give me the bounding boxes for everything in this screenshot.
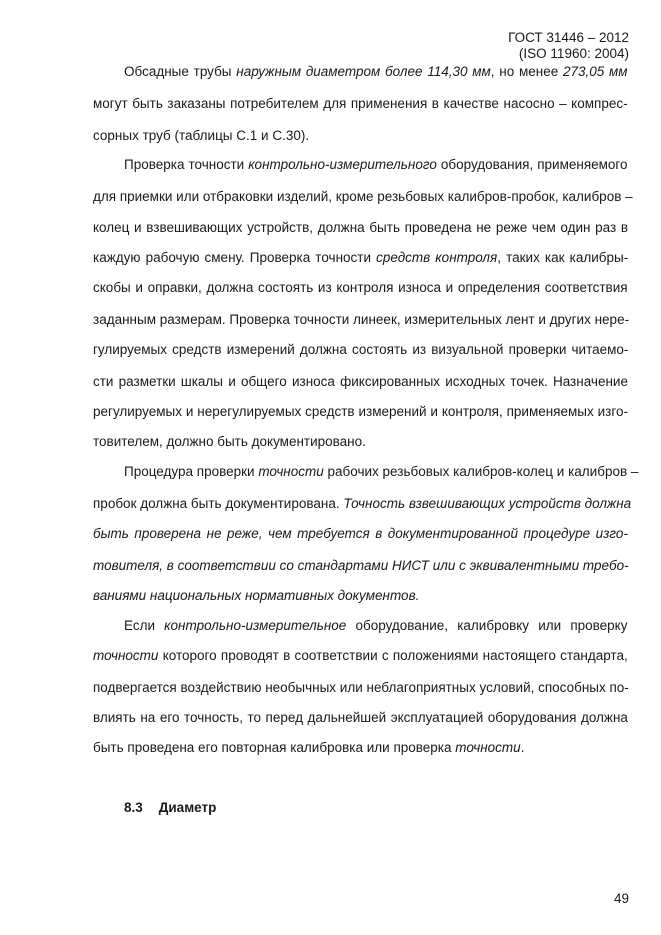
italic-text: товителя, в соответствии со стандартами НИСТ или с эквивалентными требо- — [93, 558, 629, 573]
text-line — [93, 558, 629, 574]
text-line — [93, 680, 629, 696]
text-segment: пробок должна быть документирована. — [93, 496, 344, 511]
text-segment: для приемки или отбраковки изделий, кроме резьбовых калибров-пробок, калибров – — [93, 189, 633, 204]
italic-text: точности — [93, 648, 159, 663]
text-segment: колец и взвешивающих устройств, должна быть проведена не реже чем один раз в — [93, 220, 629, 235]
document-header — [508, 30, 629, 62]
text-segment: регулируемых и нерегулируемых средств измерений и контроля, применяемых изго- — [93, 404, 628, 419]
text-segment: каждую рабочую смену. Проверка точности — [93, 250, 377, 265]
section-heading — [124, 800, 216, 815]
text-line — [124, 64, 628, 80]
text-line — [93, 588, 419, 604]
text-segment: . — [520, 740, 525, 755]
text-line — [93, 740, 524, 756]
text-segment: Проверка точности — [124, 157, 249, 172]
text-segment: товителем, должно быть документировано. — [93, 434, 366, 449]
text-segment: Если — [124, 618, 165, 633]
text-line — [93, 710, 628, 726]
text-line — [93, 526, 628, 542]
text-segment: заданным размерам. Проверка точности линеек, измерительных лент и других нере- — [93, 312, 630, 327]
text-segment: быть проведена его повторная калибровка или проверка — [93, 740, 456, 755]
italic-text: Точность взвешивающих устройств должна — [343, 496, 632, 511]
text-segment: которого проводят в соответствии с положениями настоящего стандарта, — [158, 648, 628, 663]
italic-text: наружным диаметром более 114,30 мм — [236, 64, 491, 79]
text-line — [93, 404, 628, 420]
text-line — [93, 342, 628, 358]
section-number: 8.3 — [124, 800, 143, 815]
text-segment: могут быть заказаны потребителем для применения в качестве насосно – компрес- — [93, 96, 628, 111]
text-segment: оборудование, калибровку или проверку — [346, 618, 628, 633]
italic-text: ваниями национальных нормативных документов. — [93, 588, 420, 603]
text-line — [93, 496, 631, 512]
text-segment: рабочих резьбовых калибров-колец и калибров – — [323, 464, 639, 479]
text-line — [124, 464, 638, 480]
text-segment: , но менее — [490, 64, 563, 79]
text-segment: сорных труб (таблицы С.1 и С.30). — [93, 128, 310, 143]
text-segment: , таких как калибры- — [497, 250, 629, 265]
text-segment: Обсадные трубы — [124, 64, 237, 79]
text-line — [93, 250, 628, 266]
text-segment: гулируемых средств измерений должна состоять из визуальной проверки читаемо- — [93, 342, 629, 357]
text-line — [93, 434, 366, 450]
text-segment: подвергается воздействию необычных или неблагоприятных условий, способных по- — [93, 680, 629, 695]
text-segment: Процедура проверки — [124, 464, 259, 479]
text-line — [93, 280, 628, 296]
italic-text: точности — [455, 740, 521, 755]
page-number: 49 — [613, 891, 629, 906]
italic-text: точности — [258, 464, 324, 479]
text-line — [93, 96, 628, 112]
italic-text: контрольно-измерительное — [164, 618, 347, 633]
text-line — [124, 157, 628, 173]
italic-text: 273,05 мм — [563, 64, 628, 79]
text-segment: сти разметки шкалы и общего износа фиксированных исходных точек. Назначение — [93, 374, 628, 389]
iso-designation: (ISO 11960: 2004) — [518, 46, 629, 61]
italic-text: быть проверена не реже, чем требуется в документированной процедуре изго- — [93, 526, 628, 541]
text-line — [93, 220, 628, 236]
text-line — [93, 189, 633, 205]
text-line — [93, 128, 309, 144]
section-title: Диаметр — [158, 800, 217, 815]
text-line — [93, 648, 628, 664]
text-segment: влиять на его точность, то перед дальнейшей эксплуатацией оборудования должна — [93, 710, 628, 725]
text-segment: оборудования, применяемого — [436, 157, 628, 172]
text-line — [93, 374, 628, 390]
italic-text: средств контроля — [376, 250, 498, 265]
text-line — [93, 312, 629, 328]
standard-designation: ГОСТ 31446 – 2012 — [508, 30, 629, 45]
text-segment: скобы и оправки, должна состоять из контроля износа и определения соответствия — [93, 280, 628, 295]
text-line — [124, 618, 628, 634]
italic-text: контрольно-измерительного — [248, 157, 437, 172]
